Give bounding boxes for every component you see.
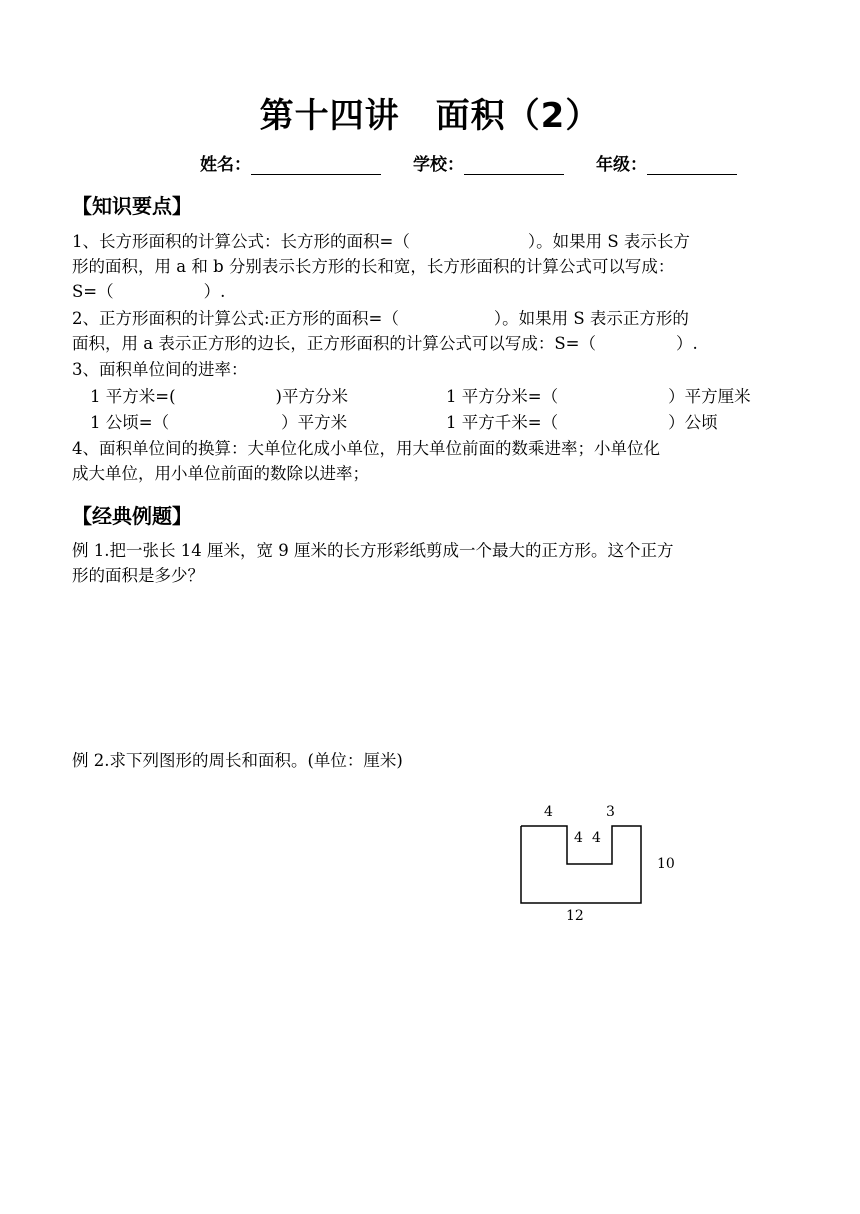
- knowledge-point-3-title: 3、面积单位间的进率：: [72, 360, 248, 379]
- section-knowledge-heading: 【知识要点】: [72, 194, 192, 218]
- figure-label-notch-left: 4: [574, 830, 583, 846]
- unit-rate-sqkm-hectare: 1 平方千米=（ ）公顷: [446, 413, 718, 432]
- grade-label: 年级：: [596, 155, 647, 175]
- figure-label-top-left: 4: [544, 804, 553, 820]
- unit-rate-sqm-sqdm: 1 平方米=( )平方分米: [90, 387, 348, 406]
- title-lecture: 第十四讲: [259, 96, 400, 136]
- name-label: 姓名：: [200, 155, 251, 175]
- title-topic: 面积（2）: [435, 96, 601, 136]
- figure-label-bottom: 12: [566, 908, 584, 924]
- unit-rate-hectare-sqm: 1 公顷=（ ）平方米: [90, 413, 348, 432]
- unit-rate-sqdm-sqcm: 1 平方分米=（ ）平方厘米: [446, 387, 751, 406]
- figure-label-right: 10: [657, 856, 675, 872]
- school-label: 学校：: [413, 155, 464, 175]
- example-1: 例 1.把一张长 14 厘米，宽 9 厘米的长方形彩纸剪成一个最大的正方形。这个正方 形的面积是多少？: [72, 541, 674, 585]
- figure-label-top-right: 3: [606, 804, 615, 820]
- knowledge-point-2: 2、正方形面积的计算公式:正方形的面积=（ ）。如果用 S 表示正方形的 面积，用 a 表示正方形的边长，正方形面积的计算公式可以写成：S=（ ）.: [72, 309, 698, 353]
- figure-label-notch-right: 4: [592, 830, 601, 846]
- example-2: 例 2.求下列图形的周长和面积。(单位：厘米): [72, 751, 403, 770]
- section-examples-heading: 【经典例题】: [72, 504, 192, 528]
- knowledge-point-1: 1、长方形面积的计算公式：长方形的面积=（ ）。如果用 S 表示长方 形的面积，用 a 和 b 分别表示长方形的长和宽，长方形面积的计算公式可以写成： S=（ ）.: [72, 232, 690, 301]
- knowledge-point-4: 4、面积单位间的换算：大单位化成小单位，用大单位前面的数乘进率；小单位化 成大单位，用小单位前面的数除以进率；: [72, 439, 660, 483]
